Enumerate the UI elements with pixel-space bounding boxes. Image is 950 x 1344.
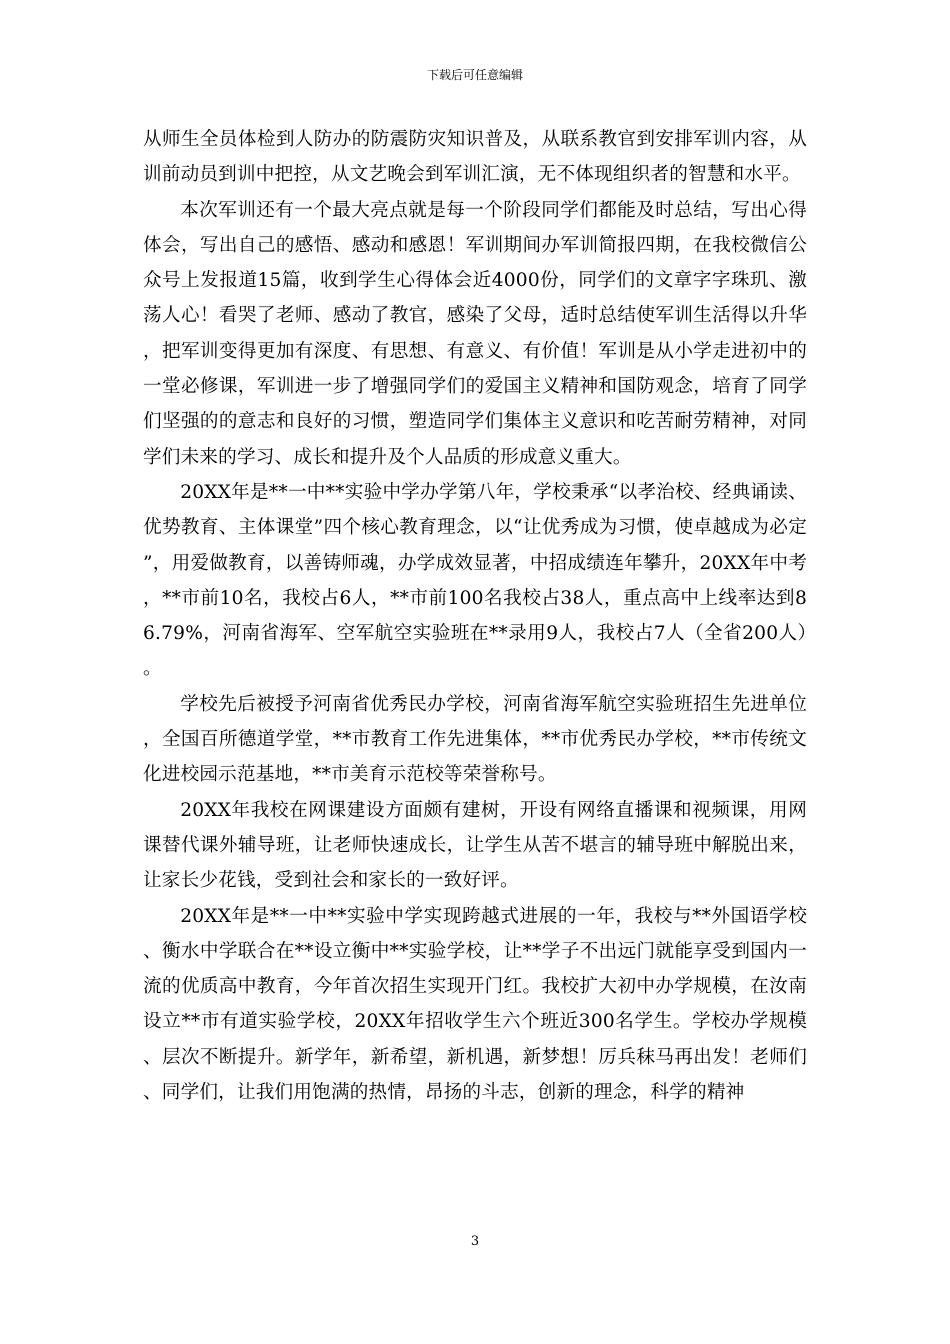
document-body: [143, 122, 807, 1110]
page-number: 3: [470, 1234, 480, 1249]
paragraph-3: 20XX年是**一中**实验中学办学第八年，学校秉承“以孝治校、经典诵读、优势教育、主体课堂”四个核心教育理念，以“让优秀成为习惯，使卓越成为必定”，用爱做教育，以善铸师魂，办学成效显著，中招成绩连年攀升，20XX年中考，**市前10名，我校占6人，**市前100名我校占38人，重点高中上线率达到86.79%，河南省海军、空军航空实验班在**录用9人，我校占7人（全省200人）。: [143, 481, 807, 680]
paragraph-2: 本次军训还有一个最大亮点就是每一个阶段同学们都能及时总结，写出心得体会，写出自己的感悟、感动和感恩！军训期间办军训简报四期，在我校微信公众号上发报道15篇，收到学生心得体会近4000份，同学们的文章字字珠玑、激荡人心！看哭了老师、感动了教官，感染了父母，适时总结使军训生活得以升华，把军训变得更加有深度、有思想、有意义、有价值！军训是从小学走进初中的一堂必修课，军训进一步了增强同学们的爱国主义精神和国防观念，培育了同学们坚强的的意志和良好的习惯，塑造同学们集体主义意识和吃苦耐劳精神，对同学们未来的学习、成长和提升及个人品质的形成意义重大。: [143, 199, 807, 468]
paragraph-4: 学校先后被授予河南省优秀民办学校，河南省海军航空实验班招生先进单位，全国百所德道学堂，**市教育工作先进集体，**市优秀民办学校，**市传统文化进校园示范基地，**市美育示范校等荣誉称号。: [143, 693, 807, 786]
page-header: 下载后可任意编辑: [426, 68, 523, 82]
paragraph-1: 从师生全员体检到人防办的防震防灾知识普及，从联系教官到安排军训内容，从训前动员到训中把控，从文艺晚会到军训汇演，无不体现组织者的智慧和水平。: [143, 129, 807, 186]
paragraph-6: 20XX年是**一中**实验中学实现跨越式进展的一年，我校与**外国语学校、衡水中学联合在**设立衡中**实验学校，让**学子不出远门就能享受到国内一流的优质高中教育，今年首次招生实现开门红。我校扩大初中办学规模，在汝南设立**市有道实验学校，20XX年招收学生六个班近300名学生。学校办学规模、层次不断提升。新学年，新希望，新机遇，新梦想！厉兵秣马再出发！老师们、同学们，让我们用饱满的热情，昂扬的斗志，创新的理念，科学的精神: [143, 905, 807, 1104]
paragraph-5: 20XX年我校在网课建设方面颇有建树，开设有网络直播课和视频课，用网课替代课外辅导班，让老师快速成长，让学生从苦不堪言的辅导班中解脱出来，让家长少花钱，受到社会和家长的一致好评。: [143, 799, 807, 892]
